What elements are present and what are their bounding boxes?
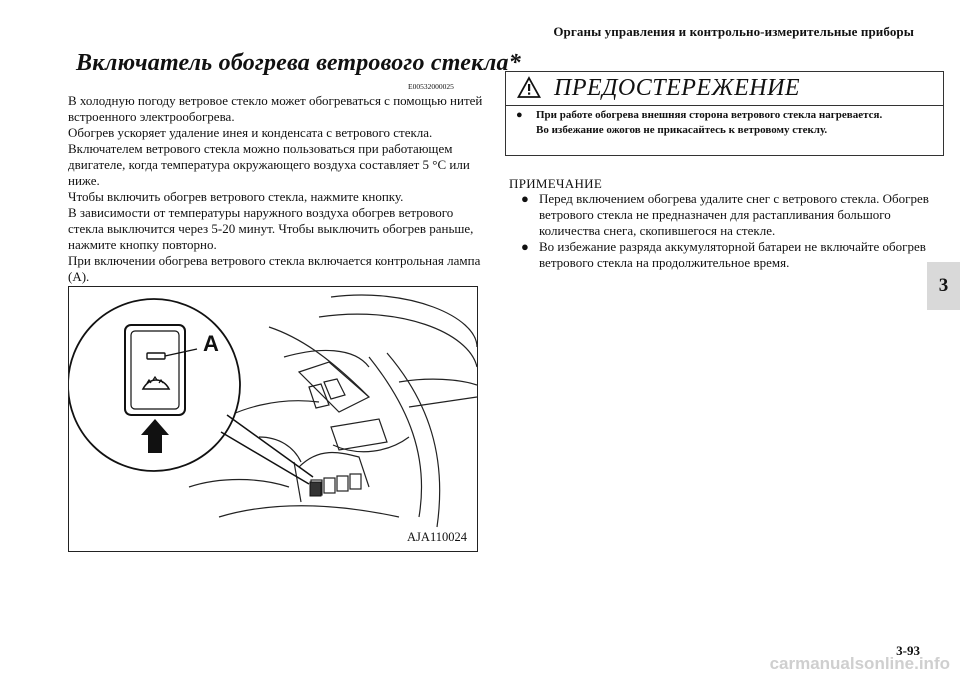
note-title: ПРИМЕЧАНИЕ xyxy=(509,176,603,191)
body-paragraph: В холодную погоду ветровое стекло может обогреваться с помощью нитей встроенного электрообогрева. xyxy=(68,93,483,124)
bullet-icon: ● xyxy=(516,109,523,121)
page-number: 3-93 xyxy=(896,643,920,658)
body-text xyxy=(68,93,488,285)
warning-line: При работе обогрева внешняя сторона ветрового стекла нагревается. xyxy=(536,109,883,121)
body-paragraph: При включении обогрева ветрового стекла включается контрольная лампа (A). xyxy=(68,253,481,284)
warning-text xyxy=(516,108,936,138)
body-paragraph: Чтобы включить обогрев ветрового стекла, нажмите кнопку. xyxy=(68,189,404,204)
warning-box xyxy=(505,71,944,156)
body-paragraph: Обогрев ускоряет удаление инея и конденсата с ветрового стекла. xyxy=(68,125,433,140)
note-item xyxy=(521,191,941,239)
figure-label: AJA110024 xyxy=(407,530,467,544)
section-code: E00532000025 xyxy=(408,82,454,91)
note-item-text: Перед включением обогрева удалите снег с ветрового стекла. Обогрев ветрового стекла не предназначен для растапливания большого количества снега, скопившегося на стекле. xyxy=(539,191,929,238)
warning-heading: ПРЕДОСТЕРЕЖЕНИЕ xyxy=(554,75,801,101)
callout-label-a: A xyxy=(203,331,219,356)
note-item xyxy=(521,239,941,271)
defogger-figure xyxy=(68,286,478,552)
body-paragraph: Включателем ветрового стекла можно пользоваться при работающем двигателе, когда температура окружающего воздуха составляет 5 °C или ниже. xyxy=(68,141,470,188)
running-header: Органы управления и контрольно-измерительные приборы xyxy=(553,24,914,39)
warning-line: Во избежание ожогов не прикасайтесь к ветровому стеклу. xyxy=(536,124,828,136)
dashboard-illustration xyxy=(69,287,477,551)
chapter-tab: 3 xyxy=(927,262,960,310)
warning-triangle-icon xyxy=(517,76,541,100)
warning-header xyxy=(506,72,943,106)
bullet-icon: ● xyxy=(521,239,529,254)
note-list xyxy=(521,191,941,271)
body-paragraph: В зависимости от температуры наружного воздуха обогрев ветрового стекла выключится через 5-20 минут. Чтобы выключить обогрев раньше, нажмите кнопку повторно. xyxy=(68,205,474,252)
section-title: Включатель обогрева ветрового стекла* xyxy=(76,50,521,76)
note-item-text: Во избежание разряда аккумуляторной батареи не включайте обогрев ветрового стекла на продолжительное время. xyxy=(539,239,926,270)
bullet-icon: ● xyxy=(521,191,529,206)
watermark: carmanualsonline.info xyxy=(769,654,950,673)
